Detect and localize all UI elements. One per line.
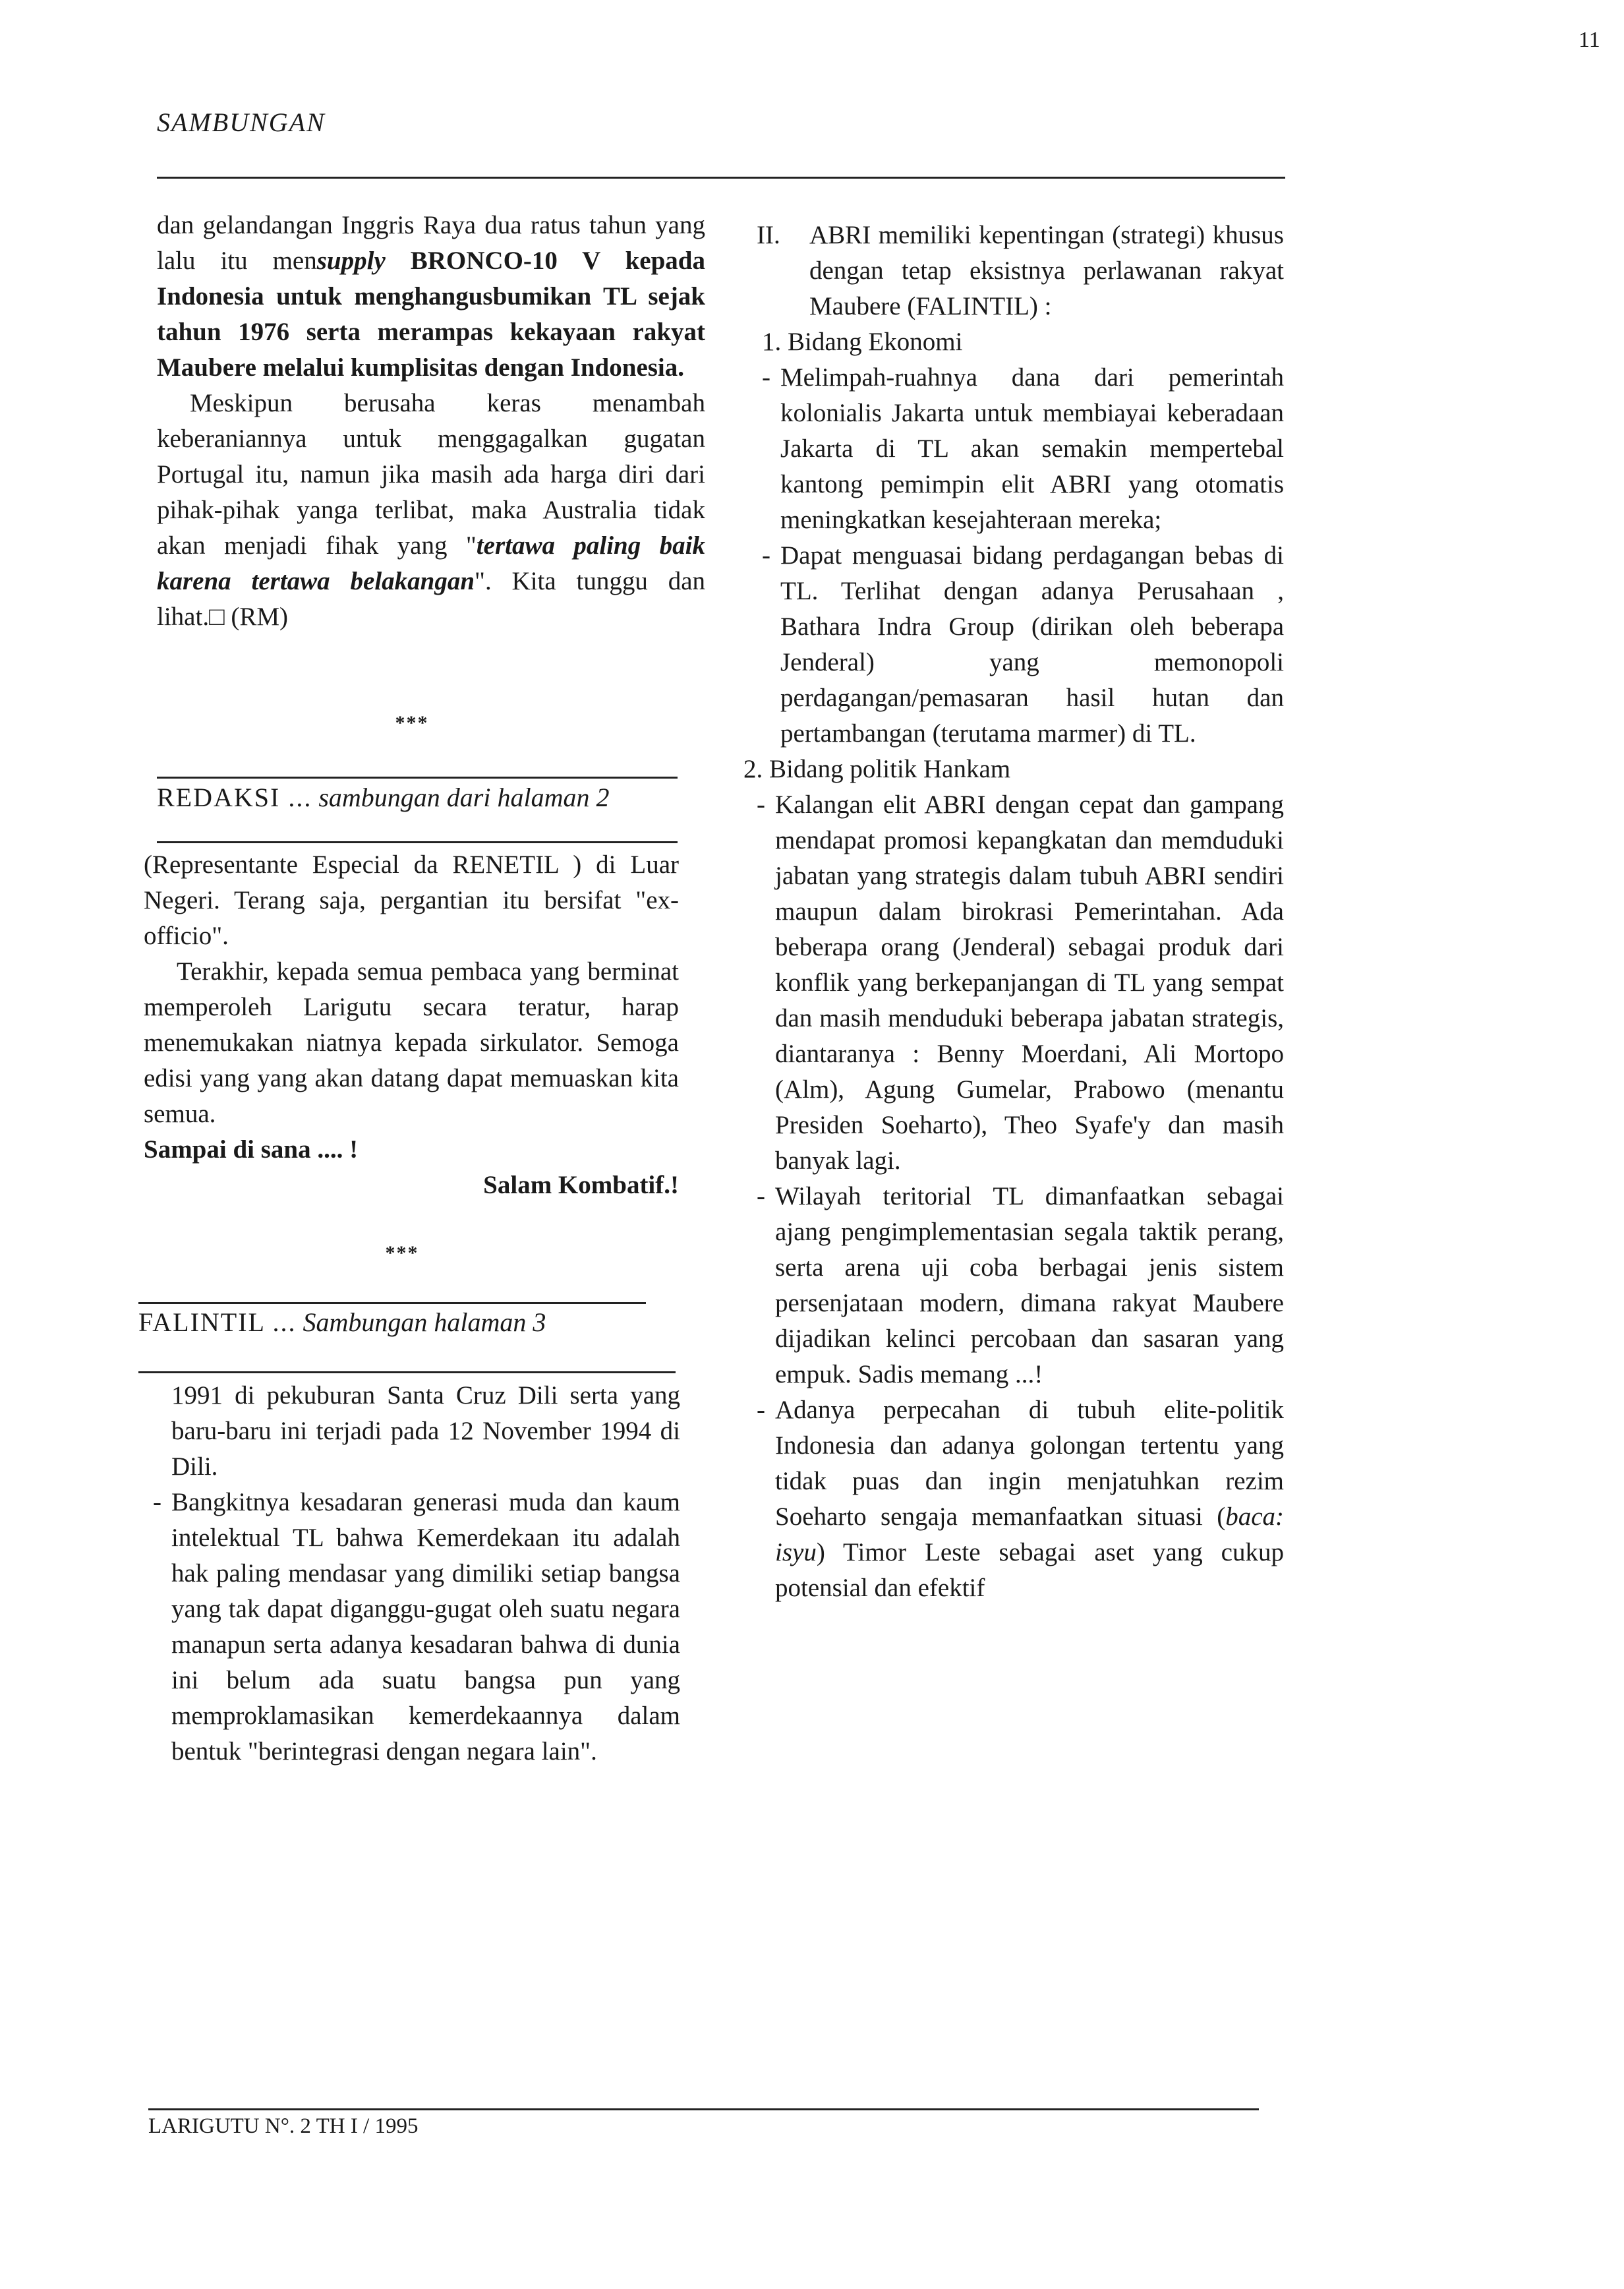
australia-paragraph: Meskipun berusaha keras menambah keberaniannya untuk menggagalkan gugatan Portugal itu, namun jika masih ada harga diri dari pihak-pihak yanga terlibat, maka Australia tidak akan menjadi fihak yang "tertawa paling baik karena tertawa belakangan". Kita tunggu dan lihat.□ (RM) [157, 389, 706, 631]
footer-rule [148, 2108, 1259, 2110]
falintil-subtitle: Sambungan halaman 3 [303, 1307, 546, 1337]
falintil-p1: 1991 di pekuburan Santa Cruz Dili serta yang baru-baru ini terjadi pada 12 November 1994 di Dili. [171, 1381, 680, 1481]
ekonomi-item-2: - Dapat menguasai bidang perdagangan bebas di TL. Terlihat dengan adanya Perusahaan , Bathara Indra Group (dirikan oleh beberapa Jenderal) yang memonopoli perdagangan/pemasaran hasil hutan dan pertambangan (terutama marmer) di TL. [762, 541, 1284, 748]
hankam-heading: 2. Bidang politik Hankam [743, 755, 1011, 783]
hankam-item-1: - Kalangan elit ABRI dengan cepat dan gampang mendapat promosi kepangkatan dan memduduki jabatan yang strategis dalam tubuh ABRI sendiri maupun dalam birokrasi Pemerintahan. Ada beberapa orang (Jenderal) sebagai produk dari konflik yang berkepanjangan di TL yang sempat dan masih menduduki beberapa jabatan strategis, diantaranya : Benny Moerdani, Ali Mortopo (Alm), Agung Gumelar, Prabowo (menantu Presiden Soeharto), Theo Syafe'y dan masih banyak lagi. [757, 790, 1284, 1175]
falintil-body [153, 1378, 680, 1769]
left-column [157, 208, 705, 635]
falintil-top-rule [138, 1302, 646, 1304]
supply-word: supply [316, 247, 386, 275]
falintil-title: FALINTIL ... Sambungan halaman 3 [138, 1307, 546, 1337]
falintil-bottom-rule [138, 1371, 676, 1373]
baca-isyu: baca: isyu [775, 1502, 1284, 1566]
redaksi-top-rule [157, 777, 678, 779]
falintil-item: - Bangkitnya kesadaran generasi muda dan kaum intelektual TL bahwa Kemerdekaan itu adalah hak paling mendasar yang dimiliki setiap bangsa yang tak dapat diganggu-gugat oleh suatu negara manapun serta adanya kesadaran bahwa di dunia ini belum ada suatu bangsa pun yang memproklamasikan kemerdekaannya dalam bentuk "berintegrasi dengan negara lain". [153, 1488, 680, 1766]
redaksi-bottom-rule [157, 841, 678, 843]
hankam-item-3: - Adanya perpecahan di tubuh elite-politik Indonesia dan adanya golongan tertentu yang tidak puas dan ingin menjatuhkan rezim Soeharto sengaja memanfaatkan situasi (baca: isyu) Timor Leste sebagai aset yang cukup potensial dan efektif [757, 1396, 1284, 1602]
header-rule [157, 177, 1285, 179]
redaksi-p1: (Representante Especial da RENETIL ) di Luar Negeri. Terang saja, pergantian itu bersifat "ex-officio". [144, 850, 679, 950]
redaksi-body [144, 847, 679, 1203]
quote: tertawa paling baik karena tertawa belakangan [157, 531, 706, 595]
intro-paragraph: dan gelandangan Inggris Raya dua ratus tahun yang lalu itu mensupply BRONCO-10 V kepada Indonesia untuk menghangusbumikan TL sejak tahun 1976 serta merampas kekayaan rakyat Maubere melalui kumplisitas dengan Indonesia. [157, 211, 705, 382]
redaksi-subtitle: sambungan dari halaman 2 [318, 783, 610, 812]
redaksi-closing: Salam Kombatif.! [483, 1171, 679, 1199]
redaksi-title: REDAKSI ... sambungan dari halaman 2 [157, 783, 610, 812]
page-number: 11 [1579, 28, 1600, 52]
hankam-item-2: - Wilayah teritorial TL dimanfaatkan sebagai ajang pengimplementasian segala taktik perang, serta arena uji coba berbagai jenis sistem persenjataan modern, dimana rakyat Maubere dijadikan kelinci percobaan dan sasaran yang empuk. Sadis memang ...! [757, 1182, 1284, 1388]
section-ii: II. ABRI memiliki kepentingan (strategi) khusus dengan tetap eksistnya perlawanan rakyat Maubere (FALINTIL) : [757, 221, 1284, 320]
redaksi-p3: Sampai di sana .... ! [144, 1135, 359, 1164]
right-column [743, 218, 1284, 1606]
ekonomi-heading: 1. Bidang Ekonomi [762, 328, 963, 356]
redaksi-p2: Terakhir, kepada semua pembaca yang berminat memperoleh Larigutu secara teratur, harap menemukakan niatnya kepada sirkulator. Semoga edisi yang yang akan datang dapat memuaskan kita semua. [144, 957, 679, 1128]
ekonomi-item-1: - Melimpah-ruahnya dana dari pemerintah kolonialis Jakarta untuk membiayai keberadaan Jakarta di TL akan semakin mempertebal kantong pemimpin elit ABRI yang otomatis meningkatkan kesejahteraan mereka; [762, 363, 1284, 534]
separator-stars-2: *** [385, 1242, 419, 1264]
running-header: SAMBUNGAN [157, 107, 326, 137]
footer-text: LARIGUTU N°. 2 TH I / 1995 [148, 2114, 419, 2138]
separator-stars: *** [395, 712, 429, 734]
